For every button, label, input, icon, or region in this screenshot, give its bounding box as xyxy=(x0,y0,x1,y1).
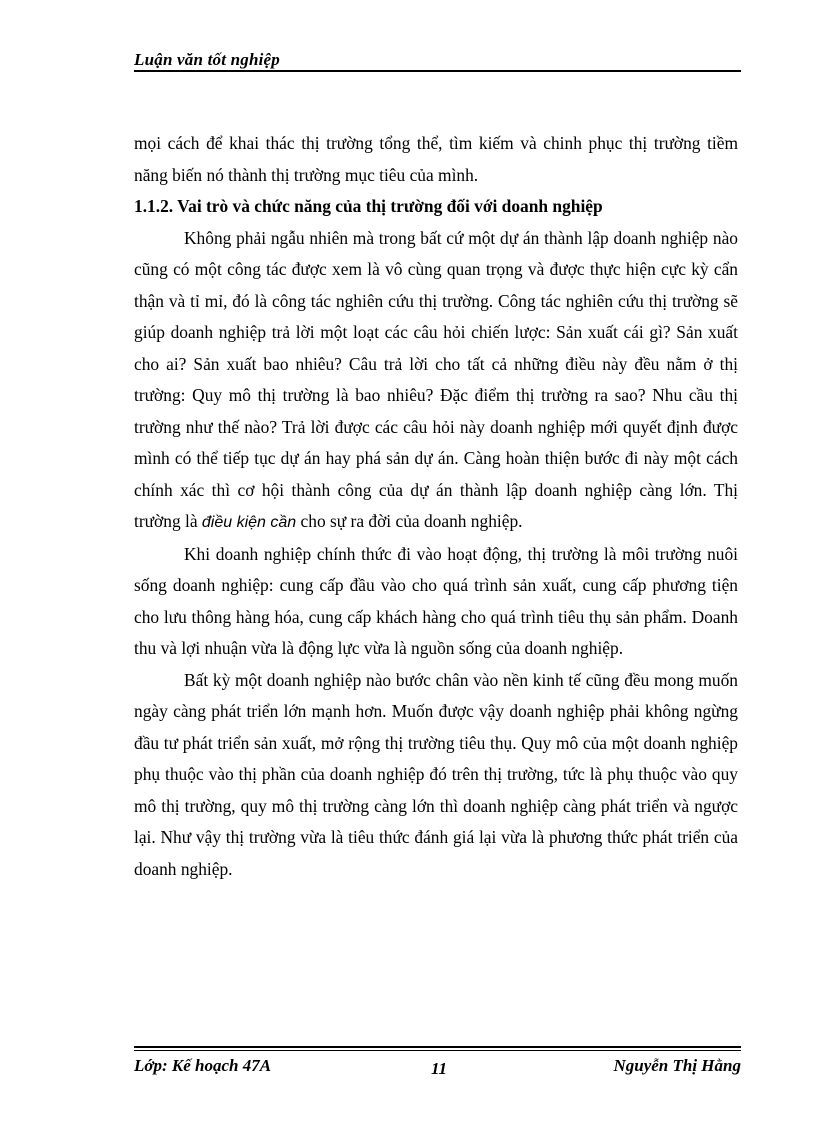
page-header xyxy=(134,46,741,74)
paragraph-market-research xyxy=(134,223,738,539)
page-content xyxy=(134,128,738,885)
header-title: Luận văn tốt nghiệp xyxy=(134,50,280,69)
paragraph-market-research-end: cho sự ra đời của doanh nghiệp. xyxy=(296,511,523,531)
footer-class-label: Lớp: Kế hoạch 47A xyxy=(134,1056,272,1075)
paragraph-market-research-text: Không phải ngẫu nhiên mà trong bất cứ một dự án thành lập doanh nghiệp nào cũng có một công tác được xem là vô cùng quan trọng và được thực hiện cực kỳ cẩn thận và tỉ mỉ, đó là công tác nghiên cứu thị trường. Công tác nghiên cứu thị trường sẽ giúp doanh nghiệp trả lời một loạt các câu hỏi chiến lược: Sản xuất cái gì? Sản xuất cho ai? Sản xuất bao nhiêu? Câu trả lời cho tất cả những điều này đều nằm ở thị trường: Quy mô thị trường là bao nhiêu? Đặc điểm thị trường ra sao? Nhu cầu thị trường như thế nào? Trả lời được các câu hỏi này doanh nghiệp mới quyết định được mình có thể tiếp tục dự án hay phá sản dự án. Càng hoàn thiện bước đi này một cách chính xác thì cơ hội thành công của dự án thành lập doanh nghiệp càng lớn. Thị trường là xyxy=(134,227,738,531)
footer-rule-top xyxy=(134,1046,741,1048)
page-number: 11 xyxy=(431,1059,448,1078)
section-heading: 1.1.2. Vai trò và chức năng của thị trường đối với doanh nghiệp xyxy=(134,196,603,216)
paragraph-continuation: mọi cách để khai thác thị trường tổng thể, tìm kiếm và chinh phục thị trường tiềm năng biến nó thành thị trường mục tiêu của mình. xyxy=(134,133,738,185)
paragraph-market-growth: Bất kỳ một doanh nghiệp nào bước chân vào nền kinh tế cũng đều mong muốn ngày càng phát triển lớn mạnh hơn. Muốn được vậy doanh nghiệp phải không ngừng đầu tư phát triển sản xuất, mở rộng thị trường tiêu thụ. Quy mô của một doanh nghiệp phụ thuộc vào thị phần của doanh nghiệp đó trên thị trường, tức là phụ thuộc vào quy mô thị trường, quy mô thị trường càng lớn thì doanh nghiệp càng phát triển và ngược lại. Như vậy thị trường vừa là tiêu thức đánh giá lại vừa là phương thức phát triển của doanh nghiệp. xyxy=(134,669,738,879)
header-rule xyxy=(134,70,741,72)
page-footer xyxy=(134,1046,741,1086)
footer-author: Nguyễn Thị Hằng xyxy=(613,1056,741,1075)
italic-phrase: điều kiện cần xyxy=(201,514,297,531)
paragraph-market-environment: Khi doanh nghiệp chính thức đi vào hoạt động, thị trường là môi trường nuôi sống doanh nghiệp: cung cấp đầu vào cho quá trình sản xuất, cung cấp phương tiện cho lưu thông hàng hóa, cung cấp khách hàng cho quá trình tiêu thụ sản phẩm. Doanh thu và lợi nhuận vừa là động lực vừa là nguồn sống của doanh nghiệp. xyxy=(134,543,738,658)
footer-rule-bottom xyxy=(134,1050,741,1051)
